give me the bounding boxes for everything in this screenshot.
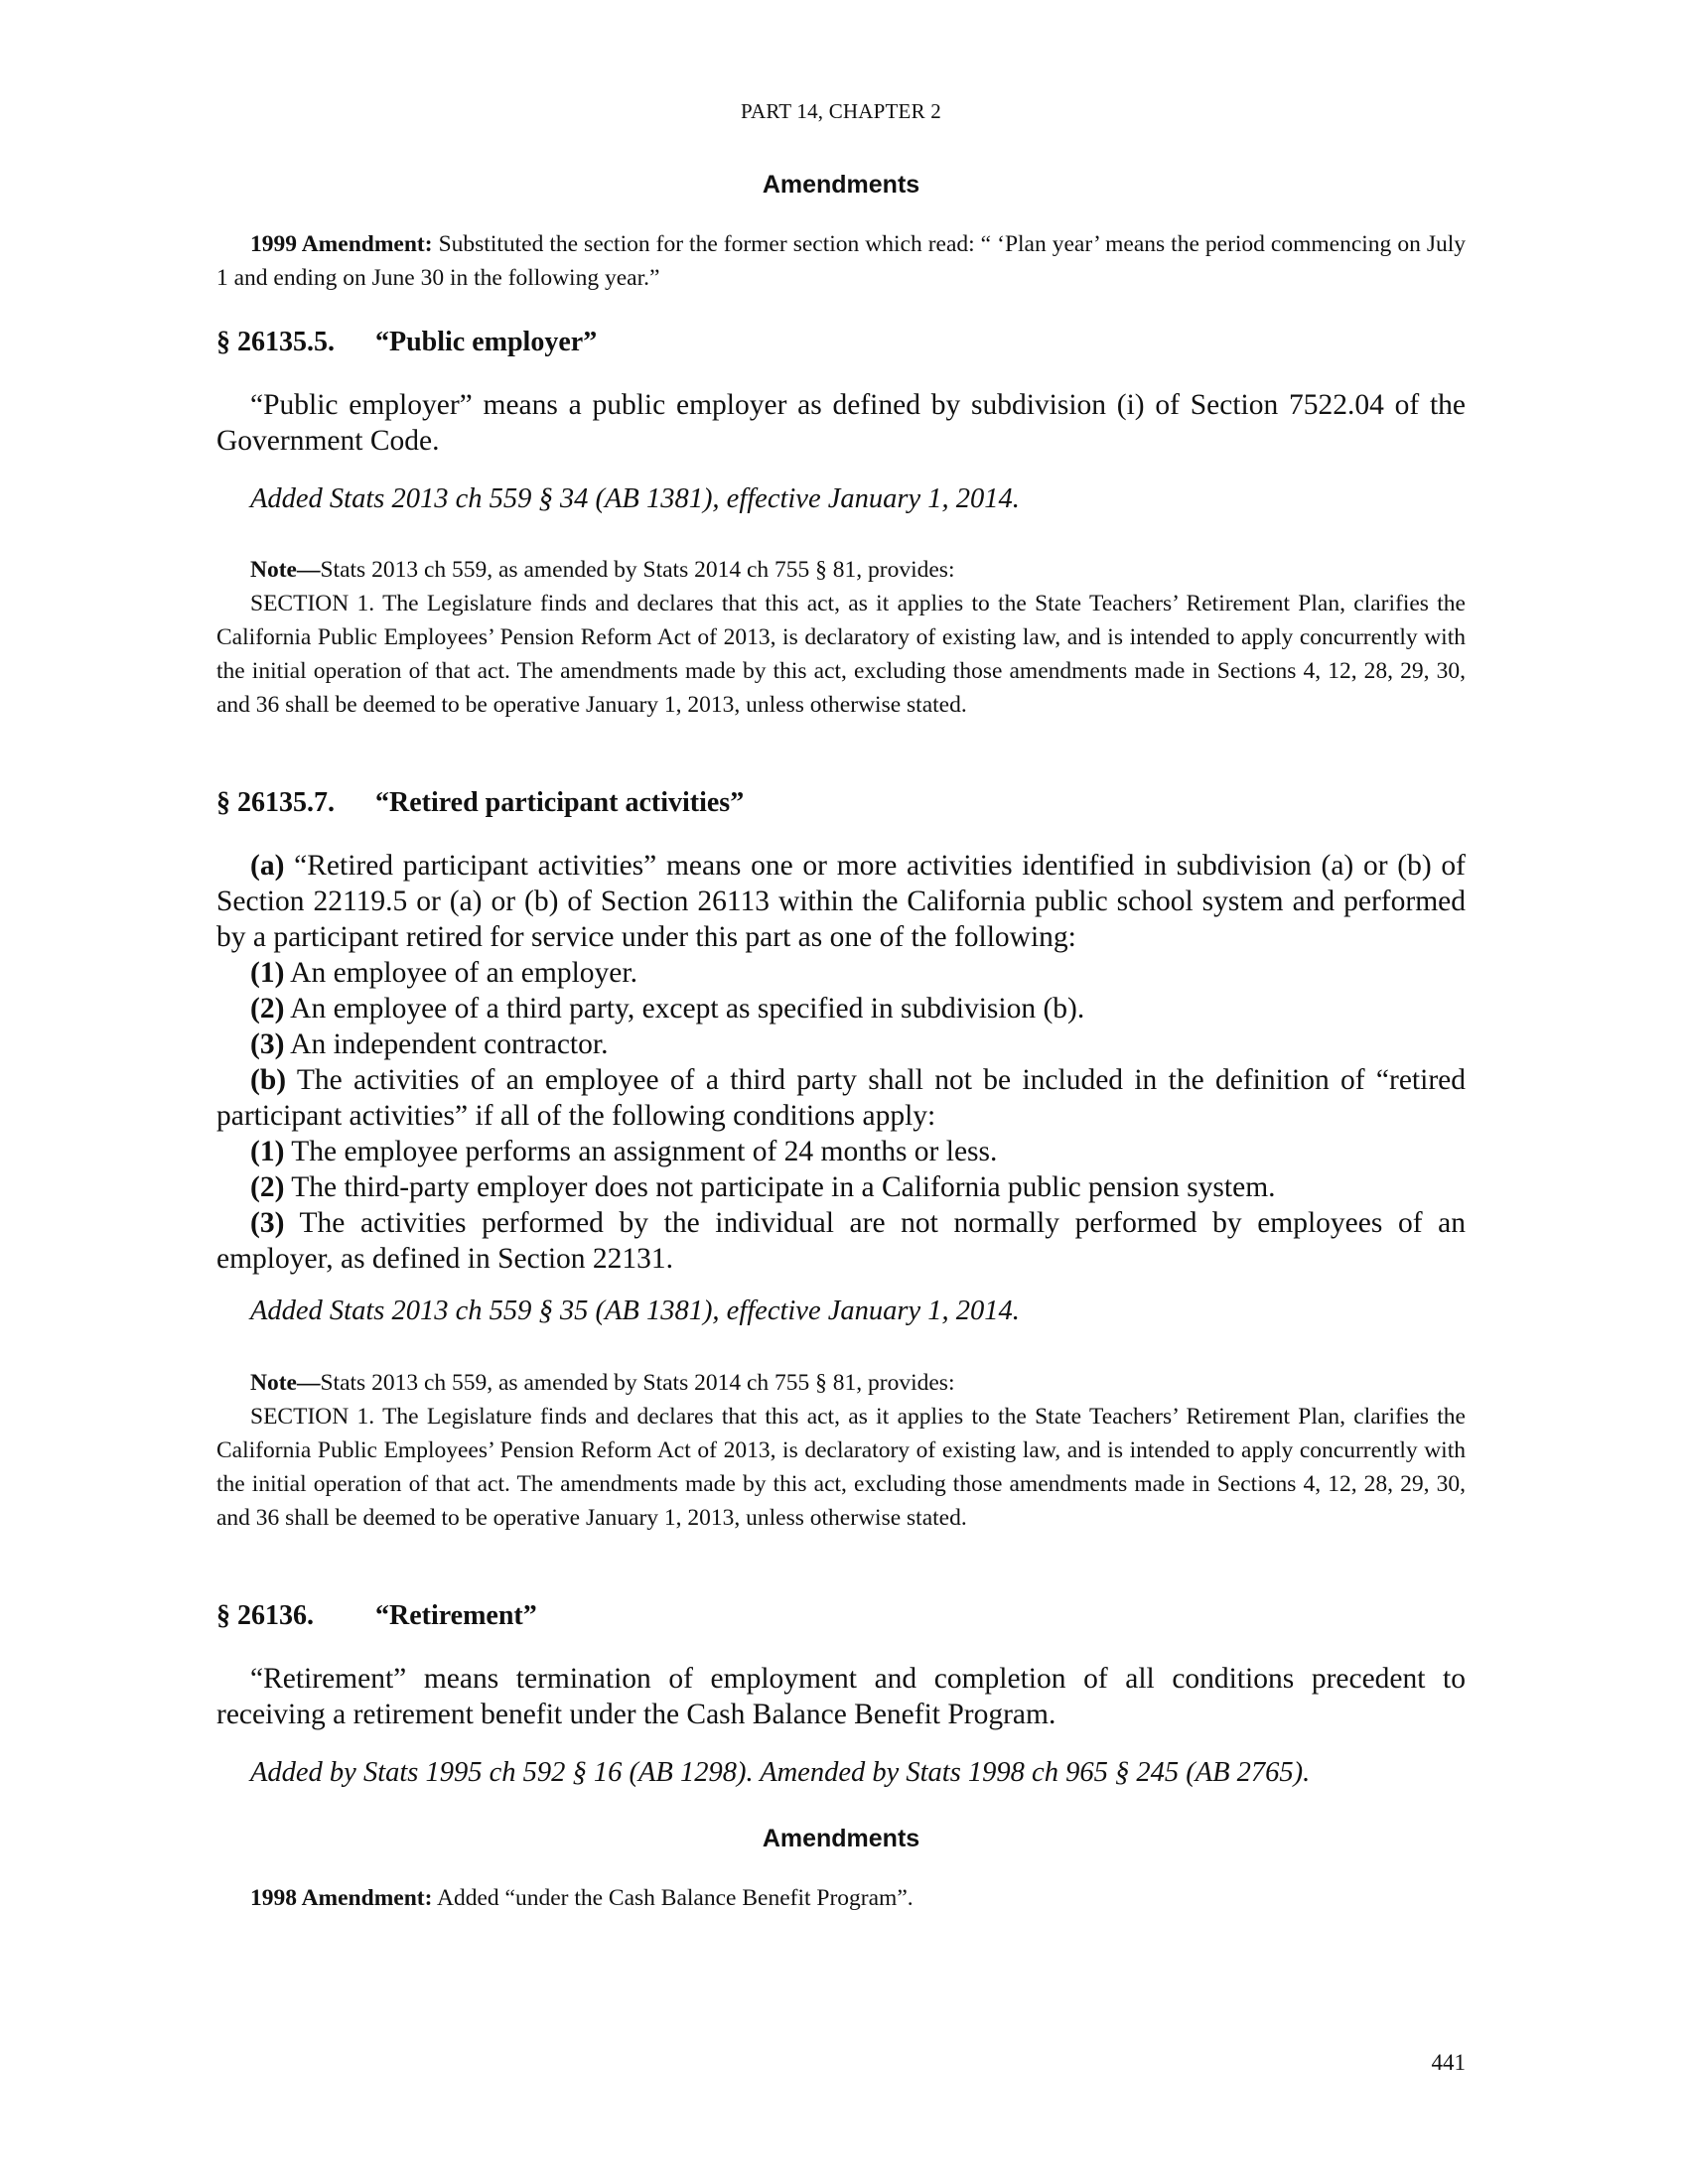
section-number: § 26135.7.: [216, 787, 335, 818]
running-head: PART 14, CHAPTER 2: [741, 99, 941, 123]
amendment-text: Substituted the section for the former section which read: “ ‘Plan year’ means the period commencing on July 1 and ending on June 30 in the following year.”: [216, 231, 1466, 291]
note-intro: Stats 2013 ch 559, as amended by Stats 2014 ch 755 § 81, provides:: [320, 557, 955, 583]
amendments-heading: Amendments: [762, 171, 920, 199]
paragraph-a-2: (2) An employee of a third party, except as specified in subdivision (b).: [250, 993, 1085, 1024]
amendments-heading: Amendments: [762, 1825, 920, 1852]
section-26135-5-note: [216, 553, 1466, 722]
amendments-block-1999: [216, 171, 1466, 200]
subdivision-a: (a) “Retired participant activities” means one or more activities identified in subdivision (a) or (b) of Section 22119.5 or (a) or (b) of Section 26113 within the California public school system and performed by a participant retired for service under this part as one of the following:: [216, 850, 1466, 953]
section-number: § 26135.5.: [216, 327, 335, 357]
note-text: SECTION 1. The Legislature finds and declares that this act, as it applies to the State Teachers’ Retirement Plan, clarifies the California Public Employees’ Pension Reform Act of 2013, is declaratory of existing law, and is intended to apply concurrently with the initial operation of that act. The amendments made by this act, excluding those amendments made in Sections 4, 12, 28, 29, 30, and 36 shall be deemed to be operative January 1, 2013, unless otherwise stated.: [216, 1404, 1466, 1531]
section-title: “Retired participant activities”: [375, 787, 745, 818]
amendment-label: 1998 Amendment:: [250, 1885, 433, 1911]
section-26136-history: [216, 1757, 1466, 1789]
amendments-block-1998: [216, 1825, 1466, 1853]
amendment-label: 1999 Amendment:: [250, 231, 433, 257]
amendment-1999-paragraph: [216, 227, 1466, 295]
section-26136-heading: [216, 1600, 1466, 1632]
section-26135-7-note: [216, 1366, 1466, 1535]
history-note: Added Stats 2013 ch 559 § 34 (AB 1381), effective January 1, 2014.: [250, 483, 1020, 514]
section-26135-5-history: [216, 483, 1466, 515]
subdivision-b: (b) The activities of an employee of a third party shall not be included in the definition of “retired participant activities” if all of the following conditions apply:: [216, 1064, 1466, 1132]
section-26135-7-body: [216, 848, 1466, 1277]
page-number: 441: [1431, 2050, 1466, 2075]
paragraph-b-3: (3) The activities performed by the individual are not normally performed by employees of an employer, as defined in Section 22131.: [216, 1207, 1466, 1275]
note-label: Note—: [250, 1370, 321, 1396]
amendment-1998-paragraph: [216, 1881, 1466, 1915]
section-title: “Public employer”: [375, 327, 598, 357]
paragraph-a-1: (1) An employee of an employer.: [250, 957, 637, 989]
section-body: “Retirement” means termination of employment and completion of all conditions precedent to receiving a retirement benefit under the Cash Balance Benefit Program.: [216, 1663, 1466, 1730]
section-number: § 26136.: [216, 1600, 314, 1631]
section-26135-5-body: [216, 387, 1466, 459]
section-26135-7-history: [216, 1296, 1466, 1327]
note-label: Note—: [250, 557, 321, 583]
paragraph-b-1: (1) The employee performs an assignment of 24 months or less.: [250, 1136, 998, 1167]
section-26135-5-heading: [216, 327, 1466, 358]
paragraph-a-3: (3) An independent contractor.: [250, 1028, 609, 1060]
note-text: SECTION 1. The Legislature finds and declares that this act, as it applies to the State Teachers’ Retirement Plan, clarifies the California Public Employees’ Pension Reform Act of 2013, is declaratory of existing law, and is intended to apply concurrently with the initial operation of that act. The amendments made by this act, excluding those amendments made in Sections 4, 12, 28, 29, 30, and 36 shall be deemed to be operative January 1, 2013, unless otherwise stated.: [216, 591, 1466, 718]
amendment-text: Added “under the Cash Balance Benefit Program”.: [432, 1885, 914, 1911]
paragraph-b-2: (2) The third-party employer does not participate in a California public pension system.: [250, 1171, 1276, 1203]
section-title: “Retirement”: [375, 1600, 537, 1631]
section-26136-body: [216, 1661, 1466, 1732]
history-note: Added Stats 2013 ch 559 § 35 (AB 1381), effective January 1, 2014.: [250, 1296, 1020, 1326]
document-page: [216, 0, 1466, 2184]
section-body: “Public employer” means a public employer as defined by subdivision (i) of Section 7522.04 of the Government Code.: [216, 389, 1466, 457]
history-note: Added by Stats 1995 ch 592 § 16 (AB 1298). Amended by Stats 1998 ch 965 § 245 (AB 2765).: [250, 1757, 1311, 1788]
note-intro: Stats 2013 ch 559, as amended by Stats 2014 ch 755 § 81, provides:: [320, 1370, 955, 1396]
section-26135-7-heading: [216, 787, 1466, 819]
